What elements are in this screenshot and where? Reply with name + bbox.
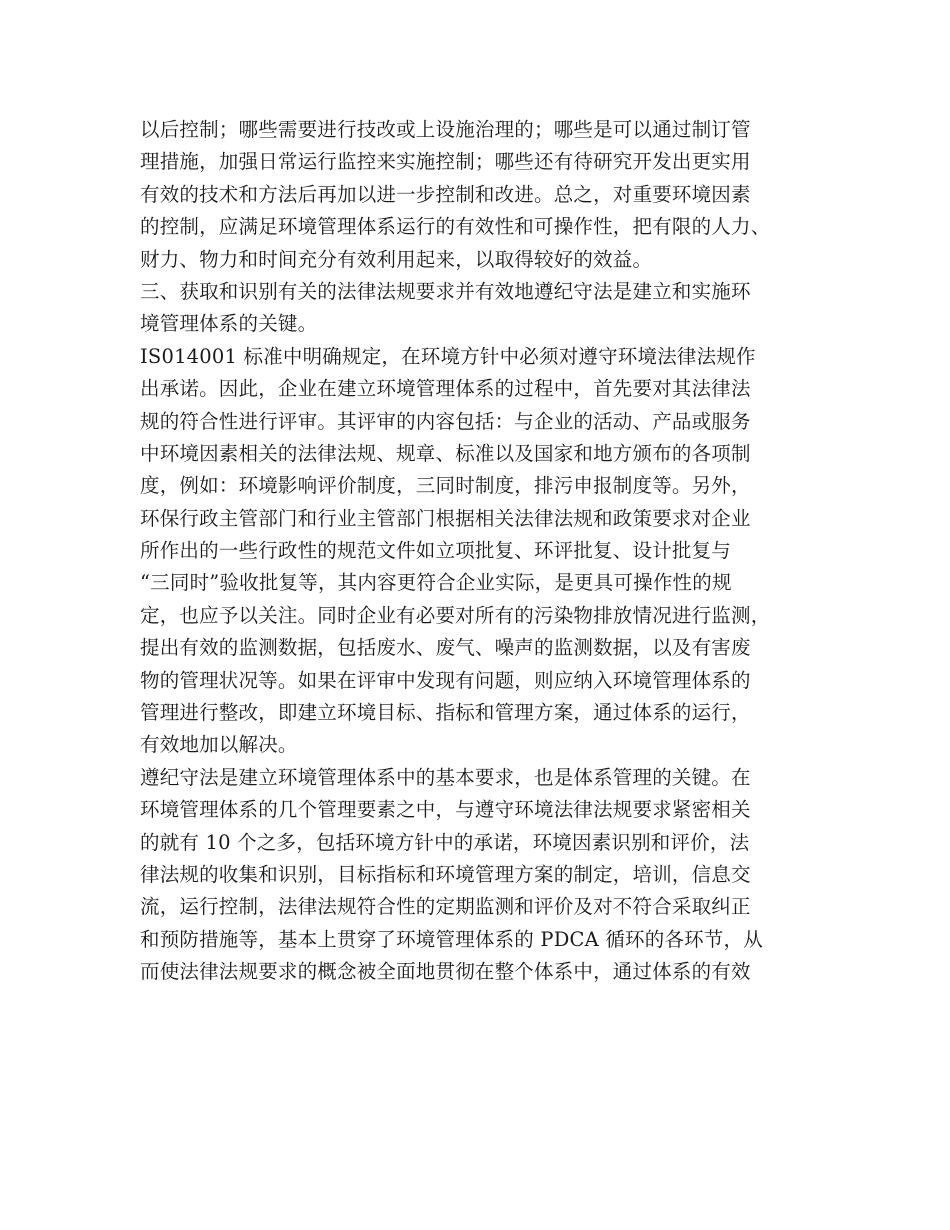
text-line: 的控制，应满足环境管理体系运行的有效性和可操作性，把有限的人力、 bbox=[140, 215, 771, 239]
section-heading-line: 三、获取和识别有关的法律法规要求并有效地遵纪守法是建立和实施环 bbox=[140, 279, 751, 303]
text-line: 遵纪守法是建立环境管理体系中的基本要求，也是体系管理的关键。在 bbox=[140, 765, 751, 789]
text-line: 和预防措施等，基本上贯穿了环境管理体系的 PDCA 循环的各环节，从 bbox=[140, 927, 763, 951]
text-line: 所作出的一些行政性的规范文件如立项批复、环评批复、设计批复与 bbox=[140, 539, 732, 563]
text-line: 度，例如：环境影响评价制度，三同时制度，排污申报制度等。另外， bbox=[140, 474, 751, 498]
text-line: 流，运行控制，法律法规符合性的定期监测和评价及对不符合采取纠正 bbox=[140, 895, 751, 919]
text-line: 而使法律法规要求的概念被全面地贯彻在整个体系中，通过体系的有效 bbox=[140, 960, 751, 984]
text-line: 的就有 10 个之多，包括环境方针中的承诺，环境因素识别和评价，法 bbox=[140, 830, 750, 854]
text-line: 定，也应予以关注。同时企业有必要对所有的污染物排放情况进行监测， bbox=[140, 603, 771, 627]
text-line: “三同时”验收批复等，其内容更符合企业实际，是更具可操作性的规 bbox=[140, 571, 732, 595]
section-heading-line: 境管理体系的关键。 bbox=[140, 312, 318, 336]
text-line: 规的符合性进行评审。其评审的内容包括：与企业的活动、产品或服务 bbox=[140, 409, 751, 433]
text-line: 中环境因素相关的法律法规、规章、标准以及国家和地方颁布的各项制 bbox=[140, 441, 751, 465]
text-line: 以后控制；哪些需要进行技改或上设施治理的；哪些是可以通过制订管 bbox=[140, 118, 751, 141]
text-line: 财力、物力和时间充分有效利用起来，以取得较好的效益。 bbox=[140, 247, 653, 271]
text-line: 提出有效的监测数据，包括废水、废气、噪声的监测数据，以及有害废 bbox=[140, 636, 751, 660]
text-line: 理措施，加强日常运行监控来实施控制；哪些还有待研究开发出更实用 bbox=[140, 150, 751, 174]
document-body bbox=[140, 114, 830, 989]
text-line: 有效地加以解决。 bbox=[140, 733, 298, 757]
text-line: 环境管理体系的几个管理要素之中，与遵守环境法律法规要求紧密相关 bbox=[140, 798, 751, 822]
text-line: 律法规的收集和识别，目标指标和环境管理方案的制定，培训，信息交 bbox=[140, 862, 751, 886]
text-line: 环保行政主管部门和行业主管部门根据相关法律法规和政策要求对企业 bbox=[140, 506, 751, 530]
text-line: 有效的技术和方法后再加以进一步控制和改进。总之，对重要环境因素 bbox=[140, 182, 751, 206]
text-line: IS014001 标准中明确规定，在环境方针中必须对遵守环境法律法规作 bbox=[140, 344, 756, 368]
text-line: 出承诺。因此，企业在建立环境管理体系的过程中，首先要对其法律法 bbox=[140, 377, 751, 401]
text-line: 物的管理状况等。如果在评审中发现有问题，则应纳入环境管理体系的 bbox=[140, 668, 751, 692]
text-line: 管理进行整改，即建立环境目标、指标和管理方案，通过体系的运行， bbox=[140, 701, 751, 725]
